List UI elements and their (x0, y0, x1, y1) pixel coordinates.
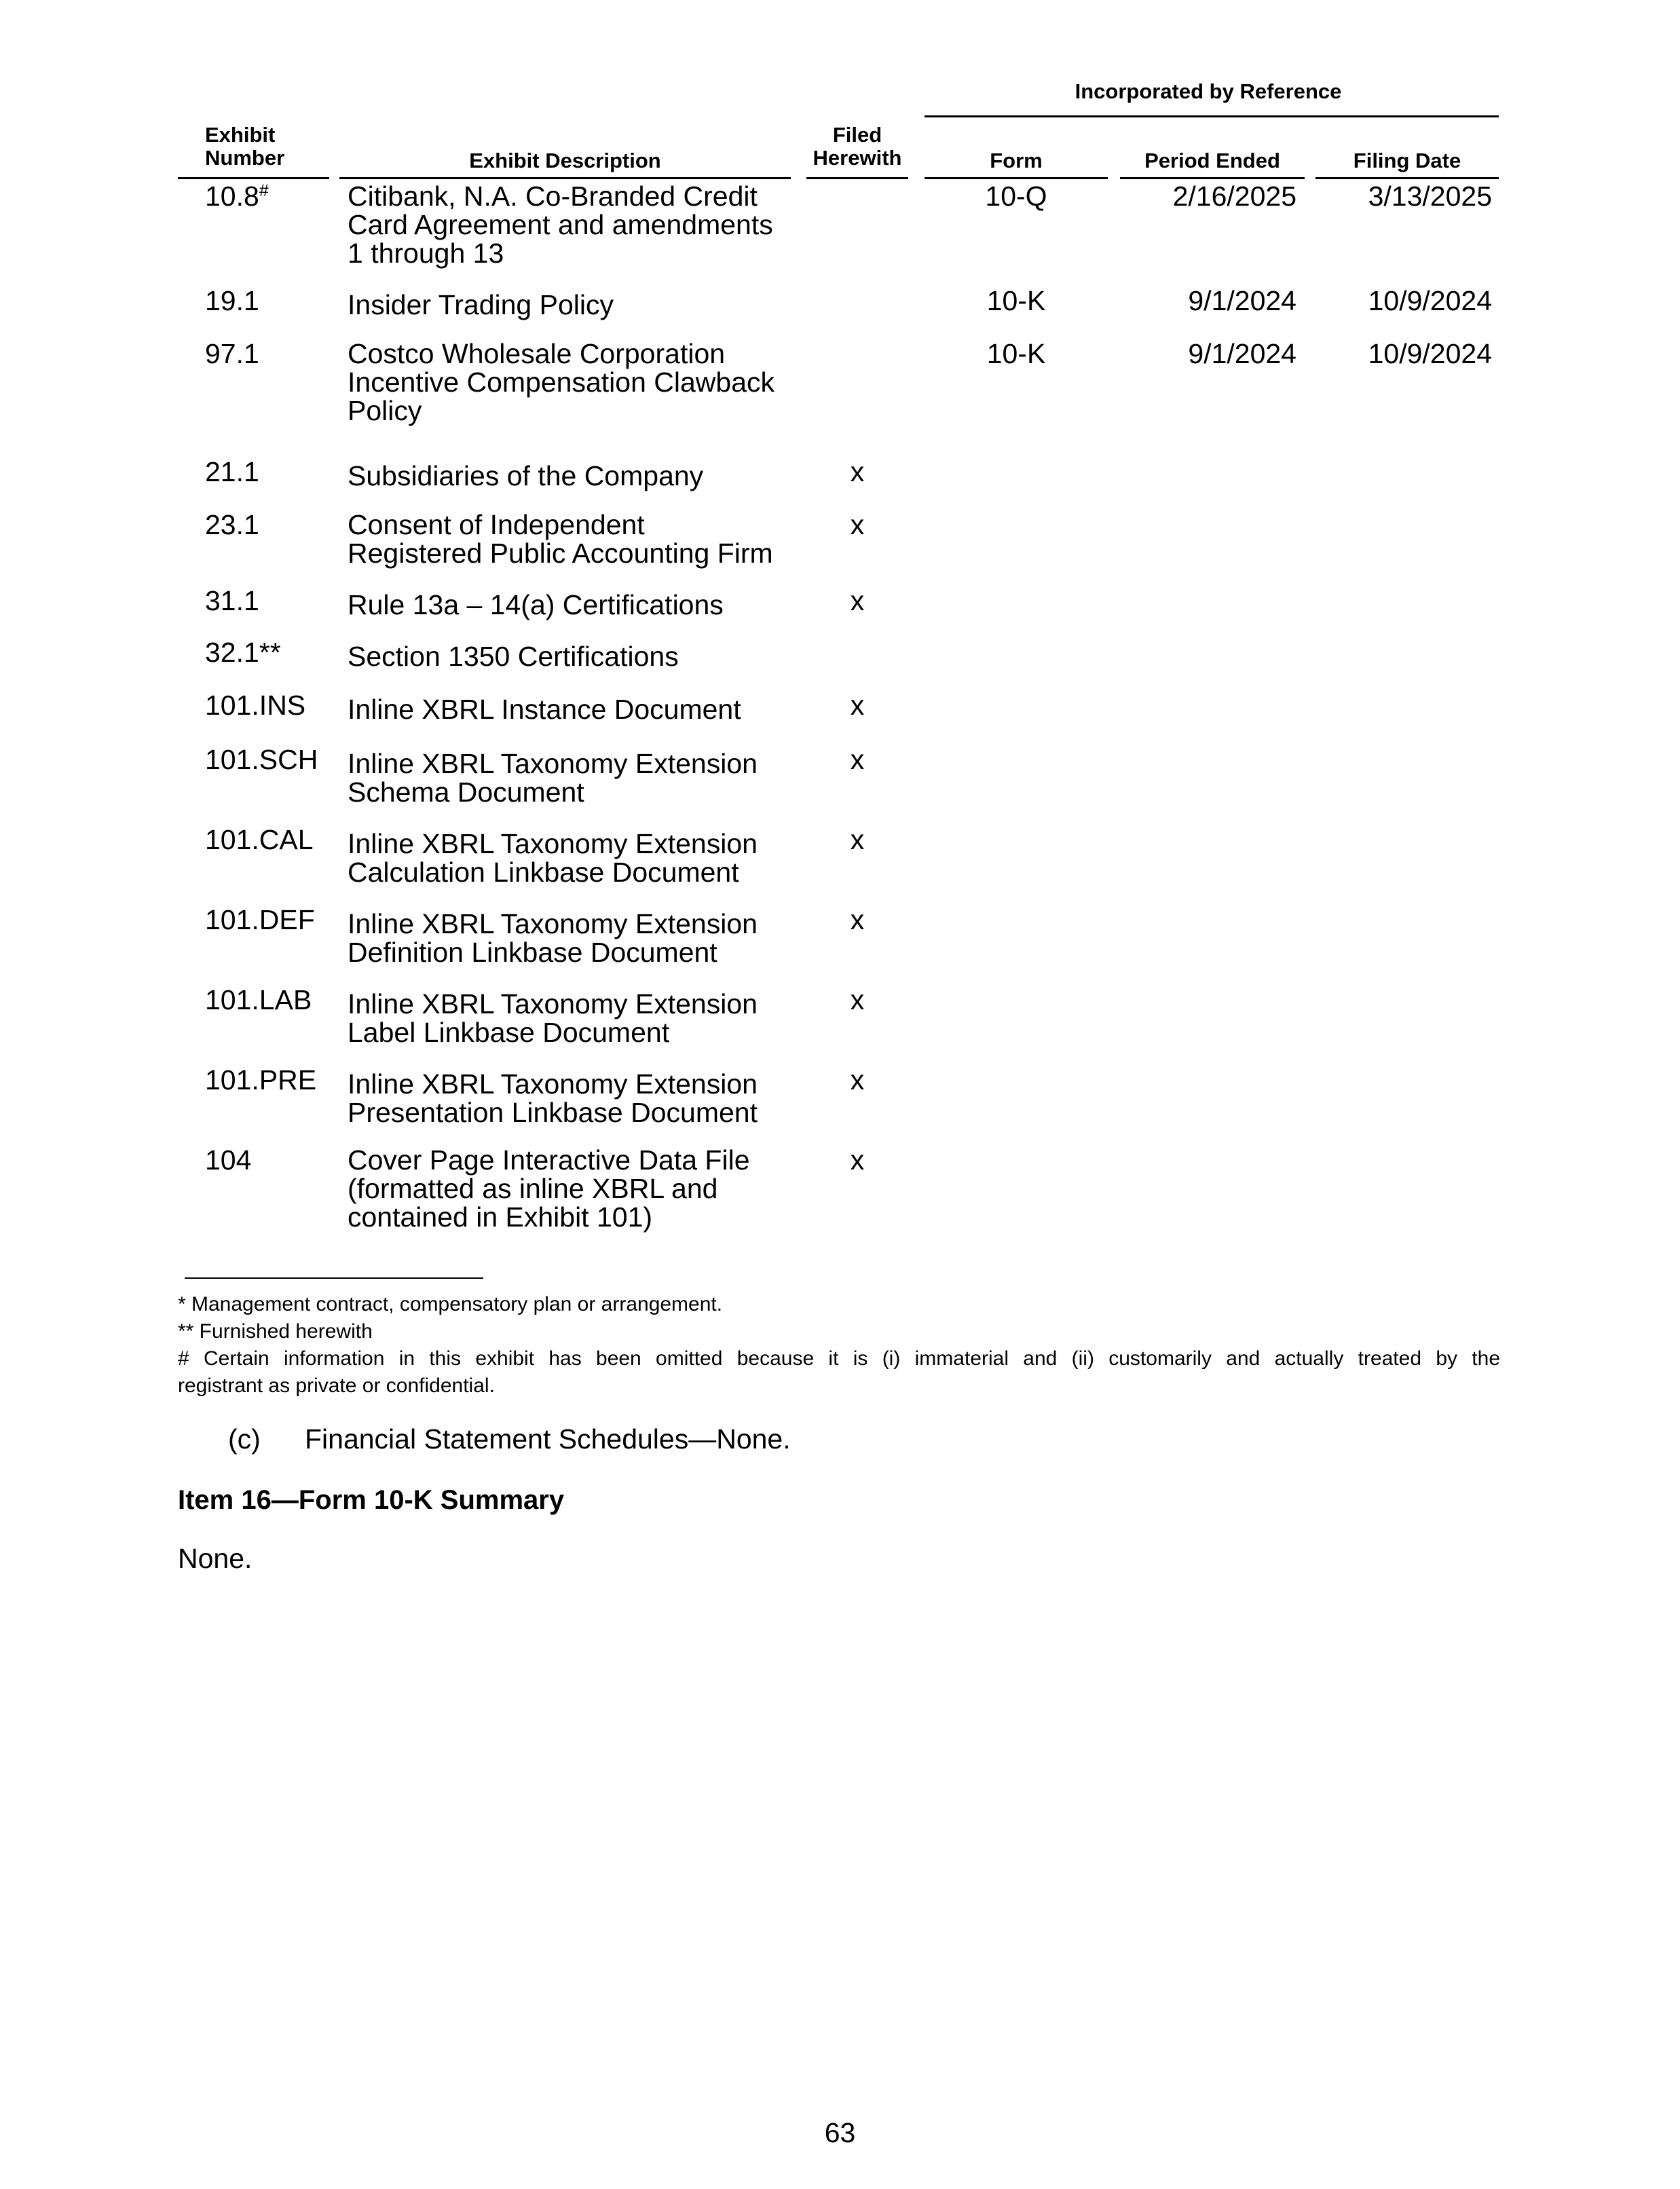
footnote-management: * Management contract, compensatory plan or arrangement. (178, 1293, 723, 1315)
filed-herewith-mark: x (850, 824, 865, 855)
header-filed-herewith (806, 124, 908, 170)
filed-herewith-mark: x (850, 1064, 865, 1096)
filed-herewith-mark: x (850, 984, 865, 1015)
exhibit-description: Rule 13a – 14(a) Certifications (348, 589, 724, 620)
item16-heading: Item 16—Form 10-K Summary (178, 1485, 565, 1515)
filed-herewith-mark: x (850, 904, 865, 935)
exhibit-description: Inline XBRL Taxonomy Extension Definition Linkbase Document (348, 908, 758, 968)
footnote-furnished: ** Furnished herewith (178, 1320, 373, 1343)
exhibit-description: Inline XBRL Instance Document (348, 694, 741, 725)
exhibit-number: 101.CAL (205, 824, 314, 855)
period-ended-value: 2/16/2025 (1172, 181, 1296, 212)
filed-herewith-mark: x (850, 585, 865, 616)
exhibit-description: Consent of Independent Registered Public Accounting Firm (348, 509, 773, 569)
header-rule-number (178, 177, 329, 179)
exhibit-number: 19.1 (205, 285, 259, 316)
form-value: 10-K (986, 285, 1046, 316)
filed-herewith-mark: x (850, 456, 865, 487)
schedules-label: (c) (228, 1423, 261, 1455)
form-value: 10-K (986, 338, 1046, 369)
header-filed-line2: Herewith (813, 146, 902, 170)
item16-body: None. (178, 1543, 253, 1574)
filing-date-value: 3/13/2025 (1368, 181, 1492, 212)
exhibit-number: 32.1** (205, 637, 281, 668)
incorporated-rule (925, 115, 1499, 117)
exhibit-description: Citibank, N.A. Co-Branded Credit Card Agreement and amendments 1 through 13 (348, 181, 773, 269)
exhibit-number: 31.1 (205, 585, 259, 616)
filed-herewith-mark: x (850, 1144, 865, 1176)
exhibit-number: 21.1 (205, 456, 259, 487)
exhibit-description: Cover Page Interactive Data File (formatted as inline XBRL and contained in Exhibit 101) (348, 1144, 750, 1233)
header-rule-filed (806, 177, 908, 179)
page-number: 63 (824, 2117, 856, 2148)
header-exhibit-number-line2: Number (205, 146, 285, 170)
filing-date-value: 10/9/2024 (1368, 285, 1492, 316)
exhibit-description: Costco Wholesale Corporation Incentive Compensation Clawback Policy (348, 338, 774, 426)
filed-herewith-mark: x (850, 744, 865, 775)
filed-herewith-mark: x (850, 509, 865, 540)
header-rule-date (1315, 177, 1499, 179)
footnote-omitted-line1: # Certain information in this exhibit has been omitted because it is (i) immaterial and (ii) customarily and actually treated by the (178, 1347, 1500, 1370)
exhibit-number: 101.INS (205, 690, 306, 721)
filing-date-value: 10/9/2024 (1368, 338, 1492, 369)
exhibit-number: 101.PRE (205, 1064, 317, 1096)
exhibit-description: Insider Trading Policy (348, 289, 614, 320)
period-ended-value: 9/1/2024 (1188, 285, 1296, 316)
exhibit-number: 101.SCH (205, 744, 318, 775)
exhibit-description: Inline XBRL Taxonomy Extension Calculation Linkbase Document (348, 828, 758, 888)
header-exhibit-number-line1: Exhibit (205, 123, 276, 147)
exhibit-number: 104 (205, 1144, 252, 1176)
footnotes (178, 1291, 1500, 1400)
exhibit-number: 10.8# (205, 181, 269, 212)
header-form: Form (990, 149, 1043, 172)
header-filing-date: Filing Date (1353, 149, 1461, 172)
exhibit-description: Inline XBRL Taxonomy Extension Label Linkbase Document (348, 988, 758, 1048)
filed-herewith-mark: x (850, 690, 865, 721)
header-period-ended: Period Ended (1144, 149, 1280, 172)
footnote-divider (185, 1277, 483, 1279)
exhibit-number: 101.DEF (205, 904, 315, 935)
exhibit-description: Subsidiaries of the Company (348, 460, 704, 491)
exhibit-description: Section 1350 Certifications (348, 641, 679, 672)
exhibit-number: 101.LAB (205, 984, 312, 1015)
header-description: Exhibit Description (469, 149, 661, 172)
period-ended-value: 9/1/2024 (1188, 338, 1296, 369)
header-rule-form (925, 177, 1108, 179)
header-rule-period (1120, 177, 1305, 179)
exhibit-description: Inline XBRL Taxonomy Extension Presentation Linkbase Document (348, 1068, 758, 1128)
schedules-text: Financial Statement Schedules—None. (305, 1423, 791, 1455)
header-filed-line1: Filed (832, 123, 882, 147)
exhibit-number: 23.1 (205, 509, 259, 540)
exhibit-description: Inline XBRL Taxonomy Extension Schema Document (348, 748, 758, 808)
header-exhibit-number (205, 124, 341, 170)
incorporated-by-reference-header: Incorporated by Reference (1075, 79, 1342, 103)
header-rule-description (339, 177, 791, 179)
exhibit-number: 97.1 (205, 338, 259, 369)
form-value: 10-Q (985, 181, 1047, 212)
footnote-omitted-line2: registrant as private or confidential. (178, 1374, 495, 1397)
